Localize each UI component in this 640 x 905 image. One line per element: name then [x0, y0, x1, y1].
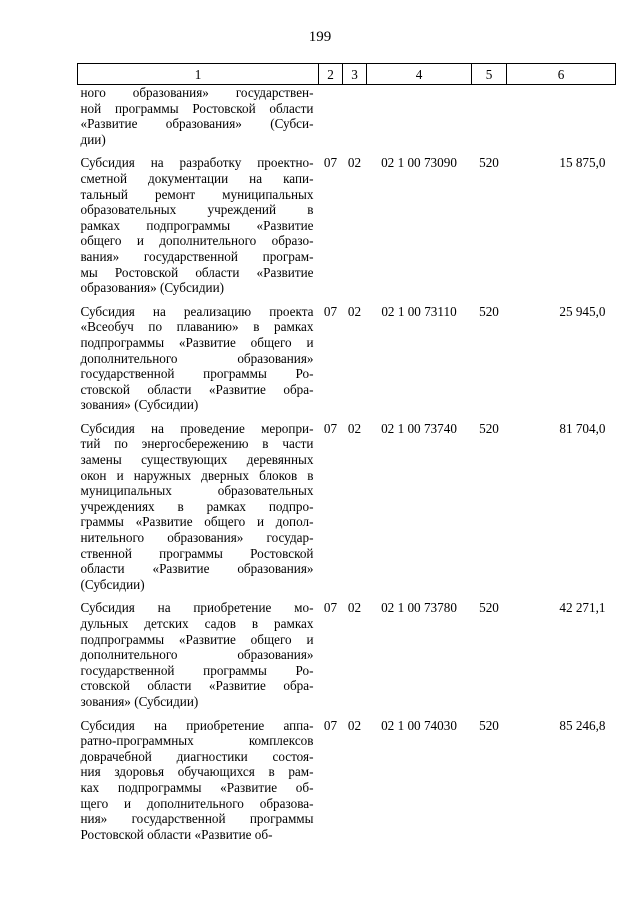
subsection-code: 02 [347, 420, 362, 436]
description-line: (Субсидии) [80, 576, 145, 592]
description-line: дополнительного образования» [80, 350, 314, 366]
table-row-continuation [78, 85, 616, 156]
table-row [78, 600, 616, 717]
table-body [78, 85, 616, 851]
amount-value: 25 945,0 [559, 303, 606, 319]
subsection-code: 02 [347, 600, 362, 616]
description-line: подпрограммы «Развитие общего и [80, 334, 314, 350]
expense-type-code: 520 [479, 303, 499, 319]
description-line: тальный ремонт муниципальных [80, 186, 314, 202]
description-line: рамках подпрограммы «Развитие [80, 217, 314, 233]
description-line: образовательных учреждений в [80, 202, 314, 218]
header-col-4: 4 [367, 64, 472, 85]
expense-type-code: 520 [479, 717, 499, 733]
section-code: 07 [323, 600, 338, 616]
header-col-6: 6 [507, 64, 616, 85]
table-row [78, 718, 616, 851]
description-line: Ростовской области «Развитие об- [80, 826, 273, 842]
expense-type-code: 520 [479, 155, 499, 171]
description-line: окон и наружных дверных блоков в [80, 467, 314, 483]
header-col-5: 5 [472, 64, 507, 85]
table-row [78, 421, 616, 601]
table-row [78, 155, 616, 303]
target-item-code: 02 1 00 73740 [381, 420, 457, 436]
section-code: 07 [323, 303, 338, 319]
header-col-1: 1 [78, 64, 319, 85]
subsection-code: 02 [347, 155, 362, 171]
description-line: сметной документации на капи- [80, 170, 314, 186]
target-item-code: 02 1 00 74030 [381, 717, 457, 733]
row-description [78, 155, 319, 303]
description-line: Субсидия на проведение меропри- [80, 420, 314, 436]
target-item-code: 02 1 00 73780 [381, 600, 457, 616]
description-line: ной программы Ростовской области [80, 100, 314, 116]
target-item-code: 02 1 00 73090 [381, 155, 457, 171]
expense-type-code: 520 [479, 600, 499, 616]
expense-type-code: 520 [479, 420, 499, 436]
description-line: муниципальных образовательных [80, 483, 314, 499]
description-line: тий по энергосбережению в части [80, 436, 314, 452]
description-line: дии) [80, 131, 106, 147]
description-line: замены существующих деревянных [80, 452, 314, 468]
description-line: дульных детских садов в рамках [80, 616, 314, 631]
description-line: учреждениях в рамках подпро- [80, 498, 314, 514]
description-line: ратно-программных комплексов [80, 733, 314, 749]
amount-value: 15 875,0 [559, 155, 606, 171]
description-line: «Развитие образования» (Субси- [80, 116, 314, 132]
description-line: Субсидия на приобретение мо- [80, 600, 314, 616]
section-code: 07 [323, 717, 338, 733]
amount-value: 81 704,0 [559, 420, 606, 436]
description-line: Субсидия на реализацию проекта [80, 303, 314, 319]
description-line: щего и дополнительного образова- [80, 795, 314, 811]
table-row [78, 304, 616, 421]
description-line: государственной программы Ро- [80, 662, 314, 678]
description-line: ния» государственной программы [80, 811, 314, 827]
description-line: ственной программы Ростовской [80, 545, 314, 561]
description-line: образования» (Субсидии) [80, 280, 225, 296]
section-code: 07 [323, 420, 338, 436]
description-line: зования» (Субсидии) [80, 397, 199, 413]
page-number: 199 [308, 29, 332, 45]
amount-value: 42 271,1 [559, 600, 606, 616]
section-code: 07 [323, 155, 338, 171]
row-description [78, 421, 319, 601]
description-line: подпрограммы «Развитие общего и [80, 631, 314, 647]
description-line: доврачебной диагностики состоя- [80, 748, 314, 764]
row-description [78, 600, 319, 717]
description-line: области «Развитие образования» [80, 561, 314, 577]
description-line: ного образования» государствен- [80, 85, 314, 100]
amount-value: 85 246,8 [559, 717, 606, 733]
row-description [78, 85, 319, 156]
description-line: нительного образования» государ- [80, 530, 314, 546]
description-line: общего и дополнительного образо- [80, 233, 314, 249]
subsection-code: 02 [347, 303, 362, 319]
description-line: вания» государственной програм- [80, 248, 314, 264]
header-col-2: 2 [319, 64, 343, 85]
description-line: зования» (Субсидии) [80, 693, 199, 709]
description-line: Субсидия на разработку проектно- [80, 155, 314, 171]
description-line: государственной программы Ро- [80, 366, 314, 382]
description-line: Субсидия на приобретение аппа- [80, 717, 314, 733]
table-header-row [78, 64, 616, 85]
description-line: стовской области «Развитие обра- [80, 678, 314, 694]
description-line: мы Ростовской области «Развитие [80, 264, 314, 280]
target-item-code: 02 1 00 73110 [381, 303, 457, 319]
description-line: ния здоровья обучающихся в рам- [80, 764, 314, 780]
header-col-3: 3 [343, 64, 367, 85]
row-description [78, 718, 319, 851]
description-line: граммы «Развитие общего и допол- [80, 514, 314, 530]
subsection-code: 02 [347, 717, 362, 733]
description-line: ках подпрограммы «Развитие об- [80, 779, 314, 795]
row-description [78, 304, 319, 421]
description-line: дополнительного образования» [80, 647, 314, 663]
description-line: «Всеобуч по плаванию» в рамках [80, 319, 314, 335]
budget-table [77, 63, 616, 850]
description-line: стовской области «Развитие обра- [80, 381, 314, 397]
